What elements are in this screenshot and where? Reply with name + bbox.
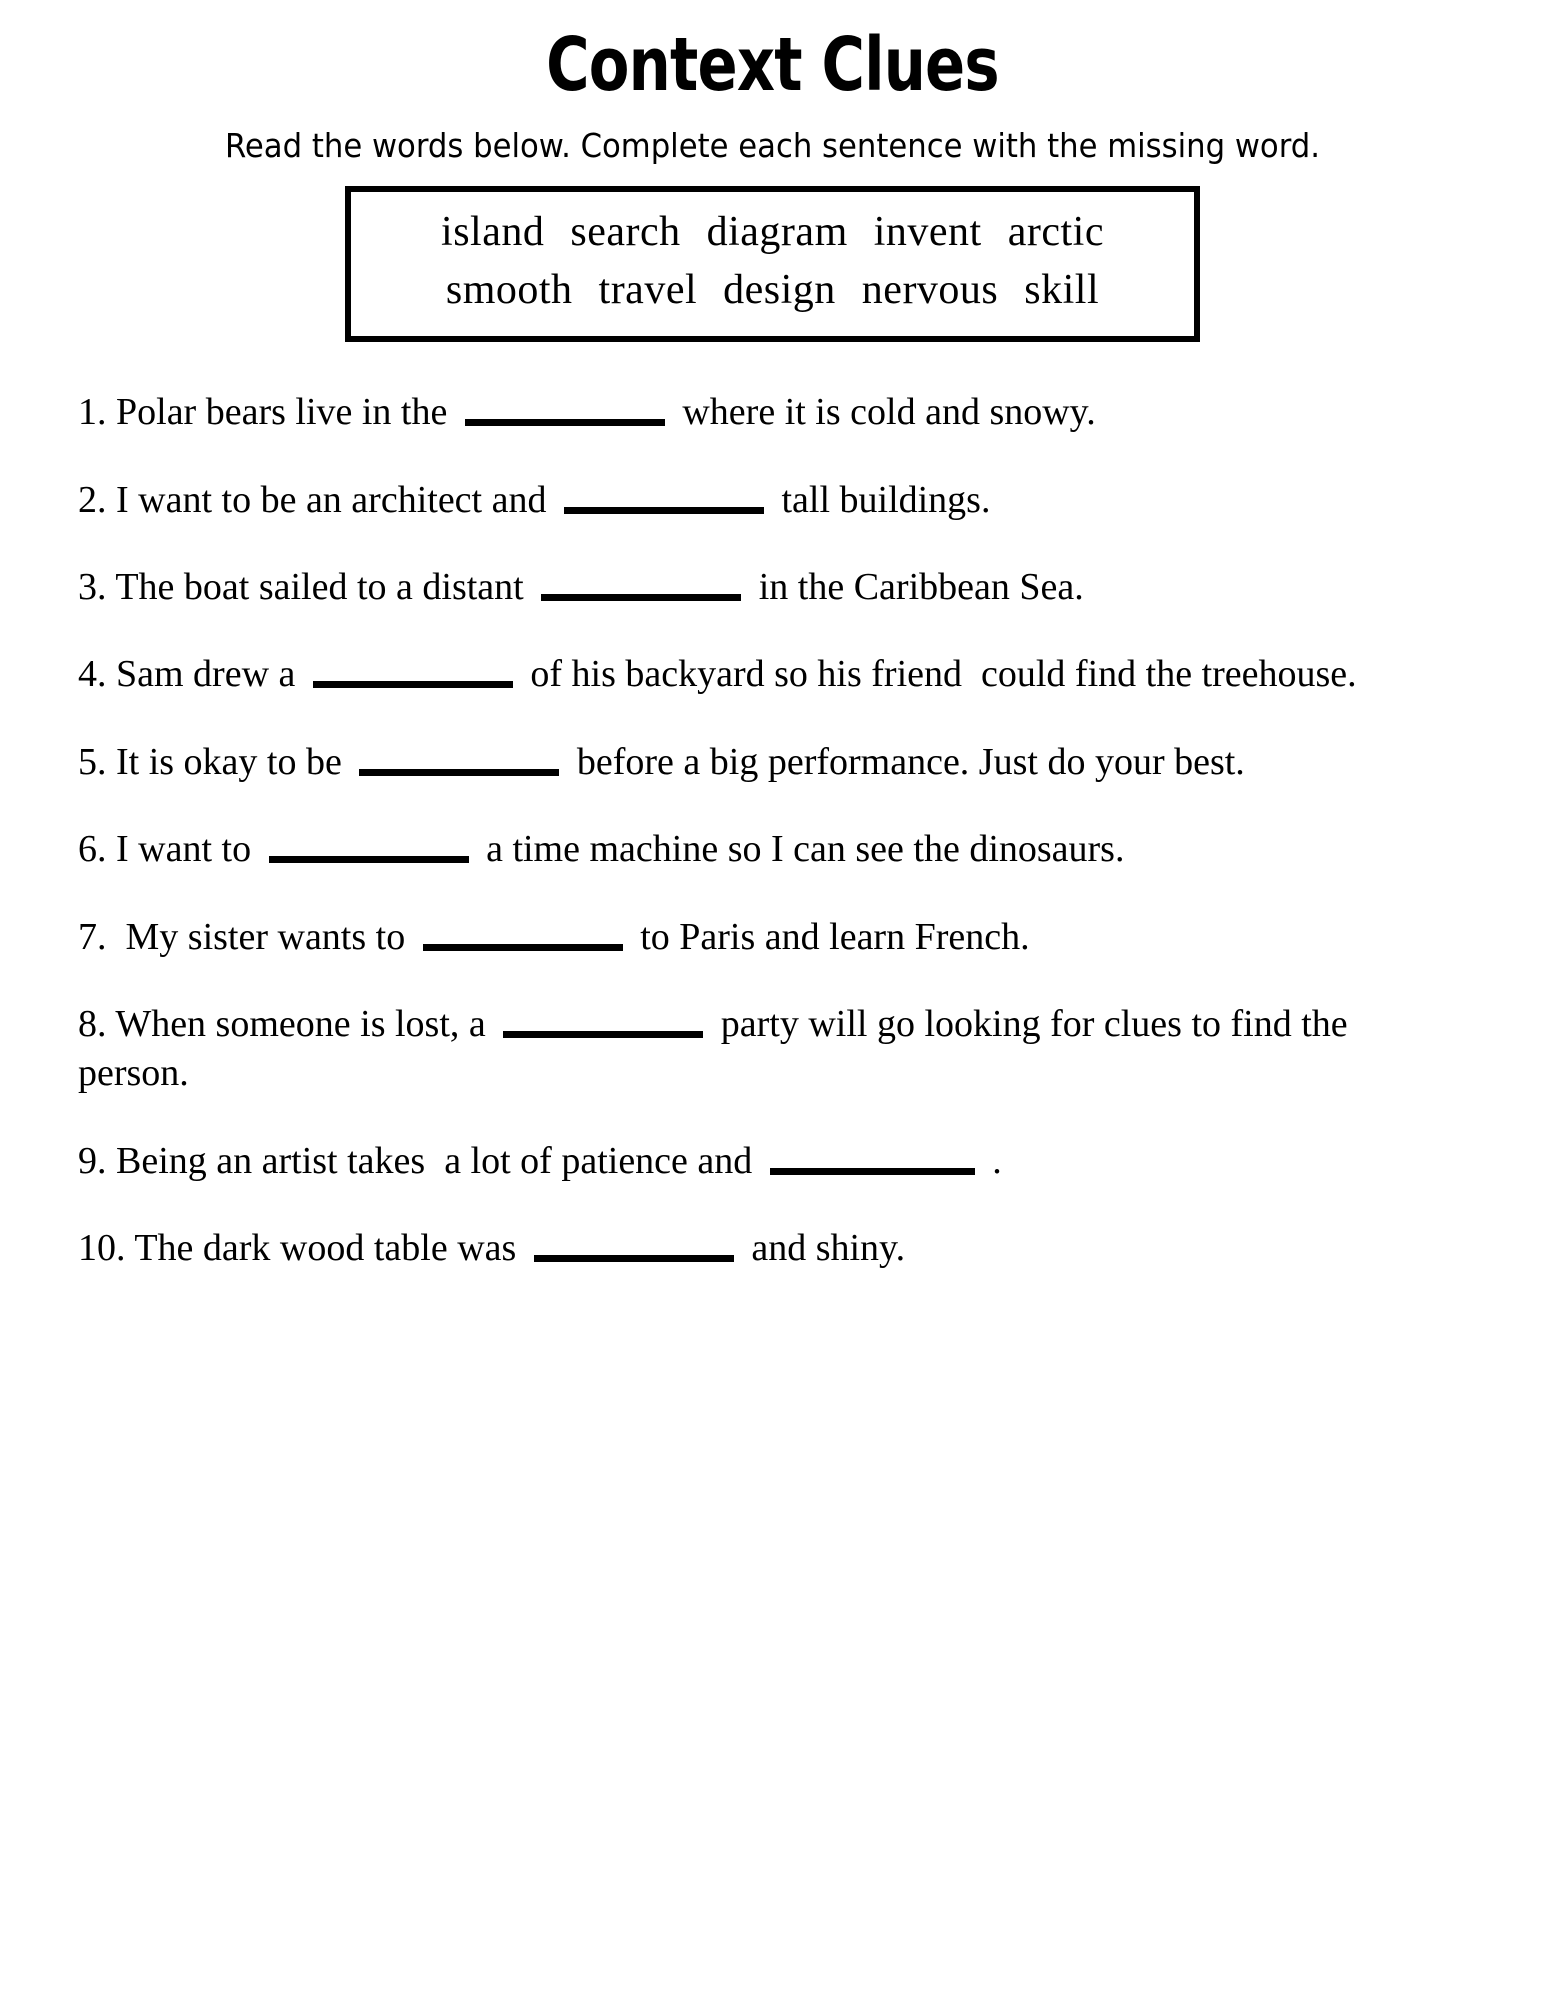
question-text-after: where it is cold and snowy. [682,391,1096,434]
question-number: 10. [78,1227,126,1270]
question-number: 9. [78,1139,107,1182]
question-text-before: It is okay to be [116,740,342,783]
question-text-after: and shiny. [751,1227,906,1270]
question-number: 3. [78,565,107,608]
question-item-2 [78,476,1467,525]
question-text-before: I want to [116,828,252,871]
answer-blank[interactable] [564,477,764,514]
question-number: 5. [78,740,107,783]
question-text-after: tall buildings. [781,478,991,521]
word-bank-item: travel [598,267,698,314]
question-item-3 [78,563,1467,612]
answer-blank[interactable] [541,564,741,601]
answer-blank[interactable] [465,390,665,427]
answer-blank[interactable] [503,1001,703,1038]
question-number: 2. [78,478,107,521]
question-text-before: Sam drew a [116,653,296,696]
question-number: 7. [78,915,116,958]
question-text-before: The boat sailed to a distant [115,565,524,608]
word-bank-item: island [441,209,545,256]
answer-blank[interactable] [359,739,559,776]
word-bank-item: diagram [706,209,848,256]
question-number: 6. [78,828,107,871]
answer-blank[interactable] [313,652,513,689]
question-number: 8. [78,1002,107,1045]
question-item-6 [78,825,1467,874]
question-list [0,388,1545,1273]
question-text-after: of his backyard so his friend could find the treehouse. [530,653,1357,696]
word-bank-item: smooth [445,267,573,314]
question-item-1 [78,388,1467,437]
answer-blank[interactable] [269,827,469,864]
word-bank-row-1 [351,204,1194,262]
question-text-after: before a big performance. Just do your best. [576,740,1245,783]
question-text-before: My sister wants to [125,915,406,958]
question-item-8 [78,1000,1467,1099]
word-bank-item: invent [873,209,982,256]
word-bank-item: design [723,267,836,314]
answer-blank[interactable] [770,1138,975,1175]
answer-blank[interactable] [423,914,623,951]
question-item-4 [78,650,1467,699]
question-text-before: Being an artist takes a lot of patience and [116,1139,753,1182]
answer-blank[interactable] [534,1225,734,1262]
word-bank-item: arctic [1007,209,1104,256]
question-number: 4. [78,653,107,696]
question-number: 1. [78,391,107,434]
word-bank-box [345,186,1200,342]
question-text-after: . [992,1139,1002,1182]
word-bank-item: search [570,209,681,256]
question-item-9 [78,1137,1467,1186]
word-bank-item: skill [1024,267,1100,314]
word-bank-row-2 [351,262,1194,320]
question-text-before: The dark wood table was [134,1227,517,1270]
word-bank-wrapper [0,186,1545,342]
page-title: Context Clues [546,22,999,108]
question-text-after: to Paris and learn French. [640,915,1030,958]
question-item-5 [78,738,1467,787]
question-text-after: in the Caribbean Sea. [758,565,1084,608]
question-text-before: When someone is lost, a [115,1002,486,1045]
question-text-after: a time machine so I can see the dinosaurs. [486,828,1125,871]
instruction-text: Read the words below. Complete each sentence with the missing word. [224,126,1321,165]
question-item-10 [78,1224,1467,1273]
word-bank-item: nervous [861,267,999,314]
question-text-after: party will go looking for clues to find the person. [78,1002,1358,1095]
question-text-before: Polar bears live in the [116,391,448,434]
question-item-7 [78,913,1467,962]
question-text-before: I want to be an architect and [116,478,547,521]
